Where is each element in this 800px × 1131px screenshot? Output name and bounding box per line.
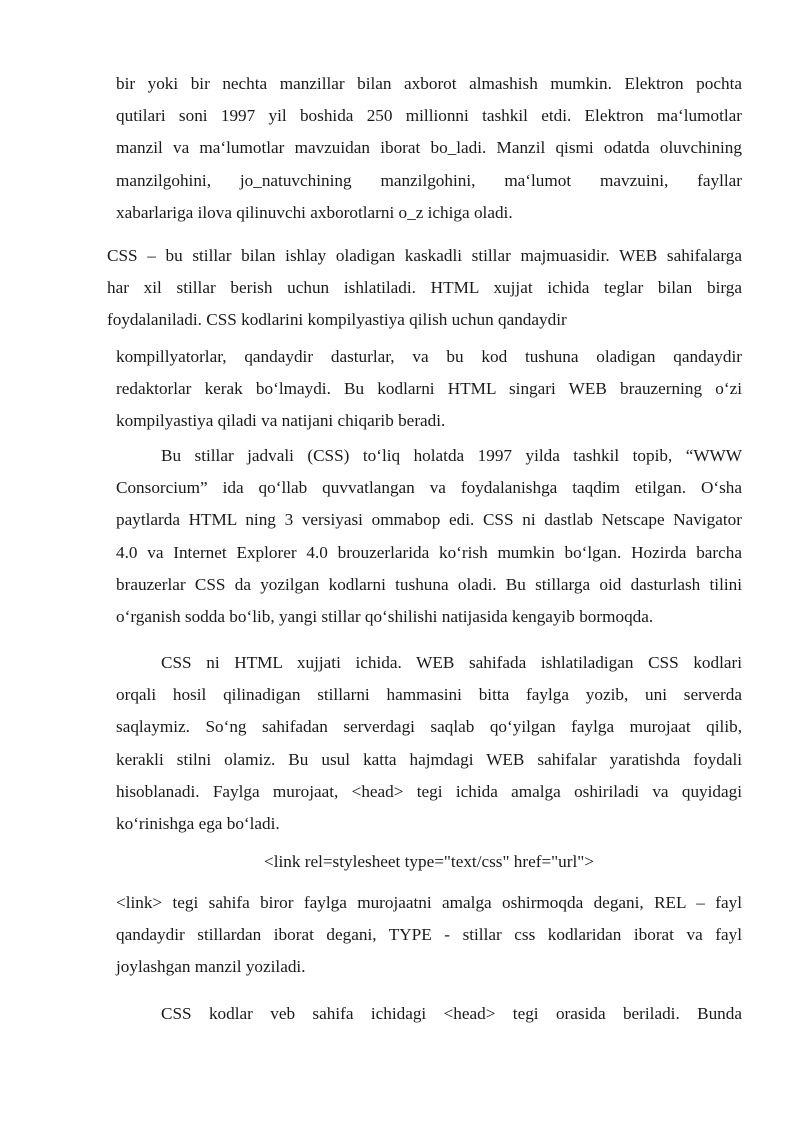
text-line: oʻrganish sodda boʻlib, yangi stillar qoʻshilishi natijasida kengayib bormoqda. <box>116 607 654 627</box>
text-line: CSS ni HTML xujjati ichida. WEB sahifada ishlatiladigan CSS kodlari <box>161 653 742 672</box>
text-line: CSS kodlar veb sahifa ichidagi <head> tegi orasida beriladi. Bunda <box>161 1004 742 1023</box>
text-line: qandaydir stillardan iborat degani, TYPE - stillar css kodlaridan iborat va fayl <box>116 925 742 945</box>
code-example-link-tag: <link rel=stylesheet type="text/css" href="url"> <box>264 852 594 871</box>
text-line: kompillyatorlar, qandaydir dasturlar, va bu kod tushuna oladigan qandaydir <box>116 347 742 366</box>
text-line: CSS – bu stillar bilan ishlay oladigan kaskadli stillar majmuasidir. WEB sahifalarga <box>107 246 742 265</box>
paragraph-email <box>116 68 742 229</box>
paragraph-css-head <box>116 998 742 1030</box>
text-line: hisoblanadi. Faylga murojaat, <head> tegi ichida amalga oshiriladi va quyidagi <box>116 781 742 801</box>
text-line: kompilyastiya qiladi va natijani chiqarib beradi. <box>116 411 446 431</box>
paragraph-link-explanation <box>116 887 742 984</box>
text-line: xabarlariga ilova qilinuvchi axborotlarni o_z ichiga oladi. <box>116 202 513 222</box>
text-line: har xil stillar berish uchun ishlatiladi. HTML xujjat ichida teglar bilan birga <box>107 278 742 298</box>
text-line: qutilari soni 1997 yil boshida 250 millionni tashkil etdi. Elektron maʻlumotlar <box>116 106 742 126</box>
text-line: orqali hosil qilinadigan stillarni hammasini bitta faylga yozib, uni serverda <box>116 685 742 705</box>
text-line: manzil va maʻlumotlar mavzuidan iborat bo_ladi. Manzil qismi odatda oluvchining <box>116 138 742 158</box>
text-line: foydalaniladi. CSS kodlarini kompilyastiya qilish uchun qandaydir <box>107 310 567 330</box>
text-line: redaktorlar kerak boʻlmaydi. Bu kodlarni HTML singari WEB brauzerning oʻzi <box>116 379 742 399</box>
text-line: koʻrinishga ega boʻladi. <box>116 814 280 834</box>
text-line: manzilgohini, jo_natuvchining manzilgohini, maʻlumot mavzuini, fayllar <box>116 170 742 190</box>
text-line: 4.0 va Internet Explorer 4.0 brouzerlarida koʻrish mumkin boʻlgan. Hozirda barcha <box>116 542 742 562</box>
text-line: <link> tegi sahifa biror faylga murojaatni amalga oshirmoqda degani, REL – fayl <box>116 893 742 912</box>
paragraph-css-compile <box>116 341 742 438</box>
text-line: bir yoki bir nechta manzillar bilan axborot almashish mumkin. Elektron pochta <box>116 74 742 93</box>
text-line: saqlaymiz. Soʻng sahifadan serverdagi saqlab qoʻyilgan faylga murojaat qilib, <box>116 717 742 737</box>
text-line: Consorcium” ida qoʻllab quvvatlangan va foydalanishga taqdim etilgan. Oʻsha <box>116 478 742 498</box>
text-line: kerakli stilni olamiz. Bu usul katta hajmdagi WEB sahifalar yaratishda foydali <box>116 749 742 769</box>
paragraph-css-external <box>116 647 742 840</box>
paragraph-css-history <box>116 440 742 633</box>
text-line: brauzerlar CSS da yozilgan kodlarni tushuna oladi. Bu stillarga oid dasturlash tilini <box>116 574 742 594</box>
text-line: Bu stillar jadvali (CSS) toʻliq holatda 1997 yilda tashkil topib, “WWW <box>161 446 742 465</box>
paragraph-css-intro <box>107 240 742 337</box>
text-line: joylashgan manzil yoziladi. <box>116 957 306 977</box>
text-line: paytlarda HTML ning 3 versiyasi ommabop edi. CSS ni dastlab Netscape Navigator <box>116 510 742 530</box>
